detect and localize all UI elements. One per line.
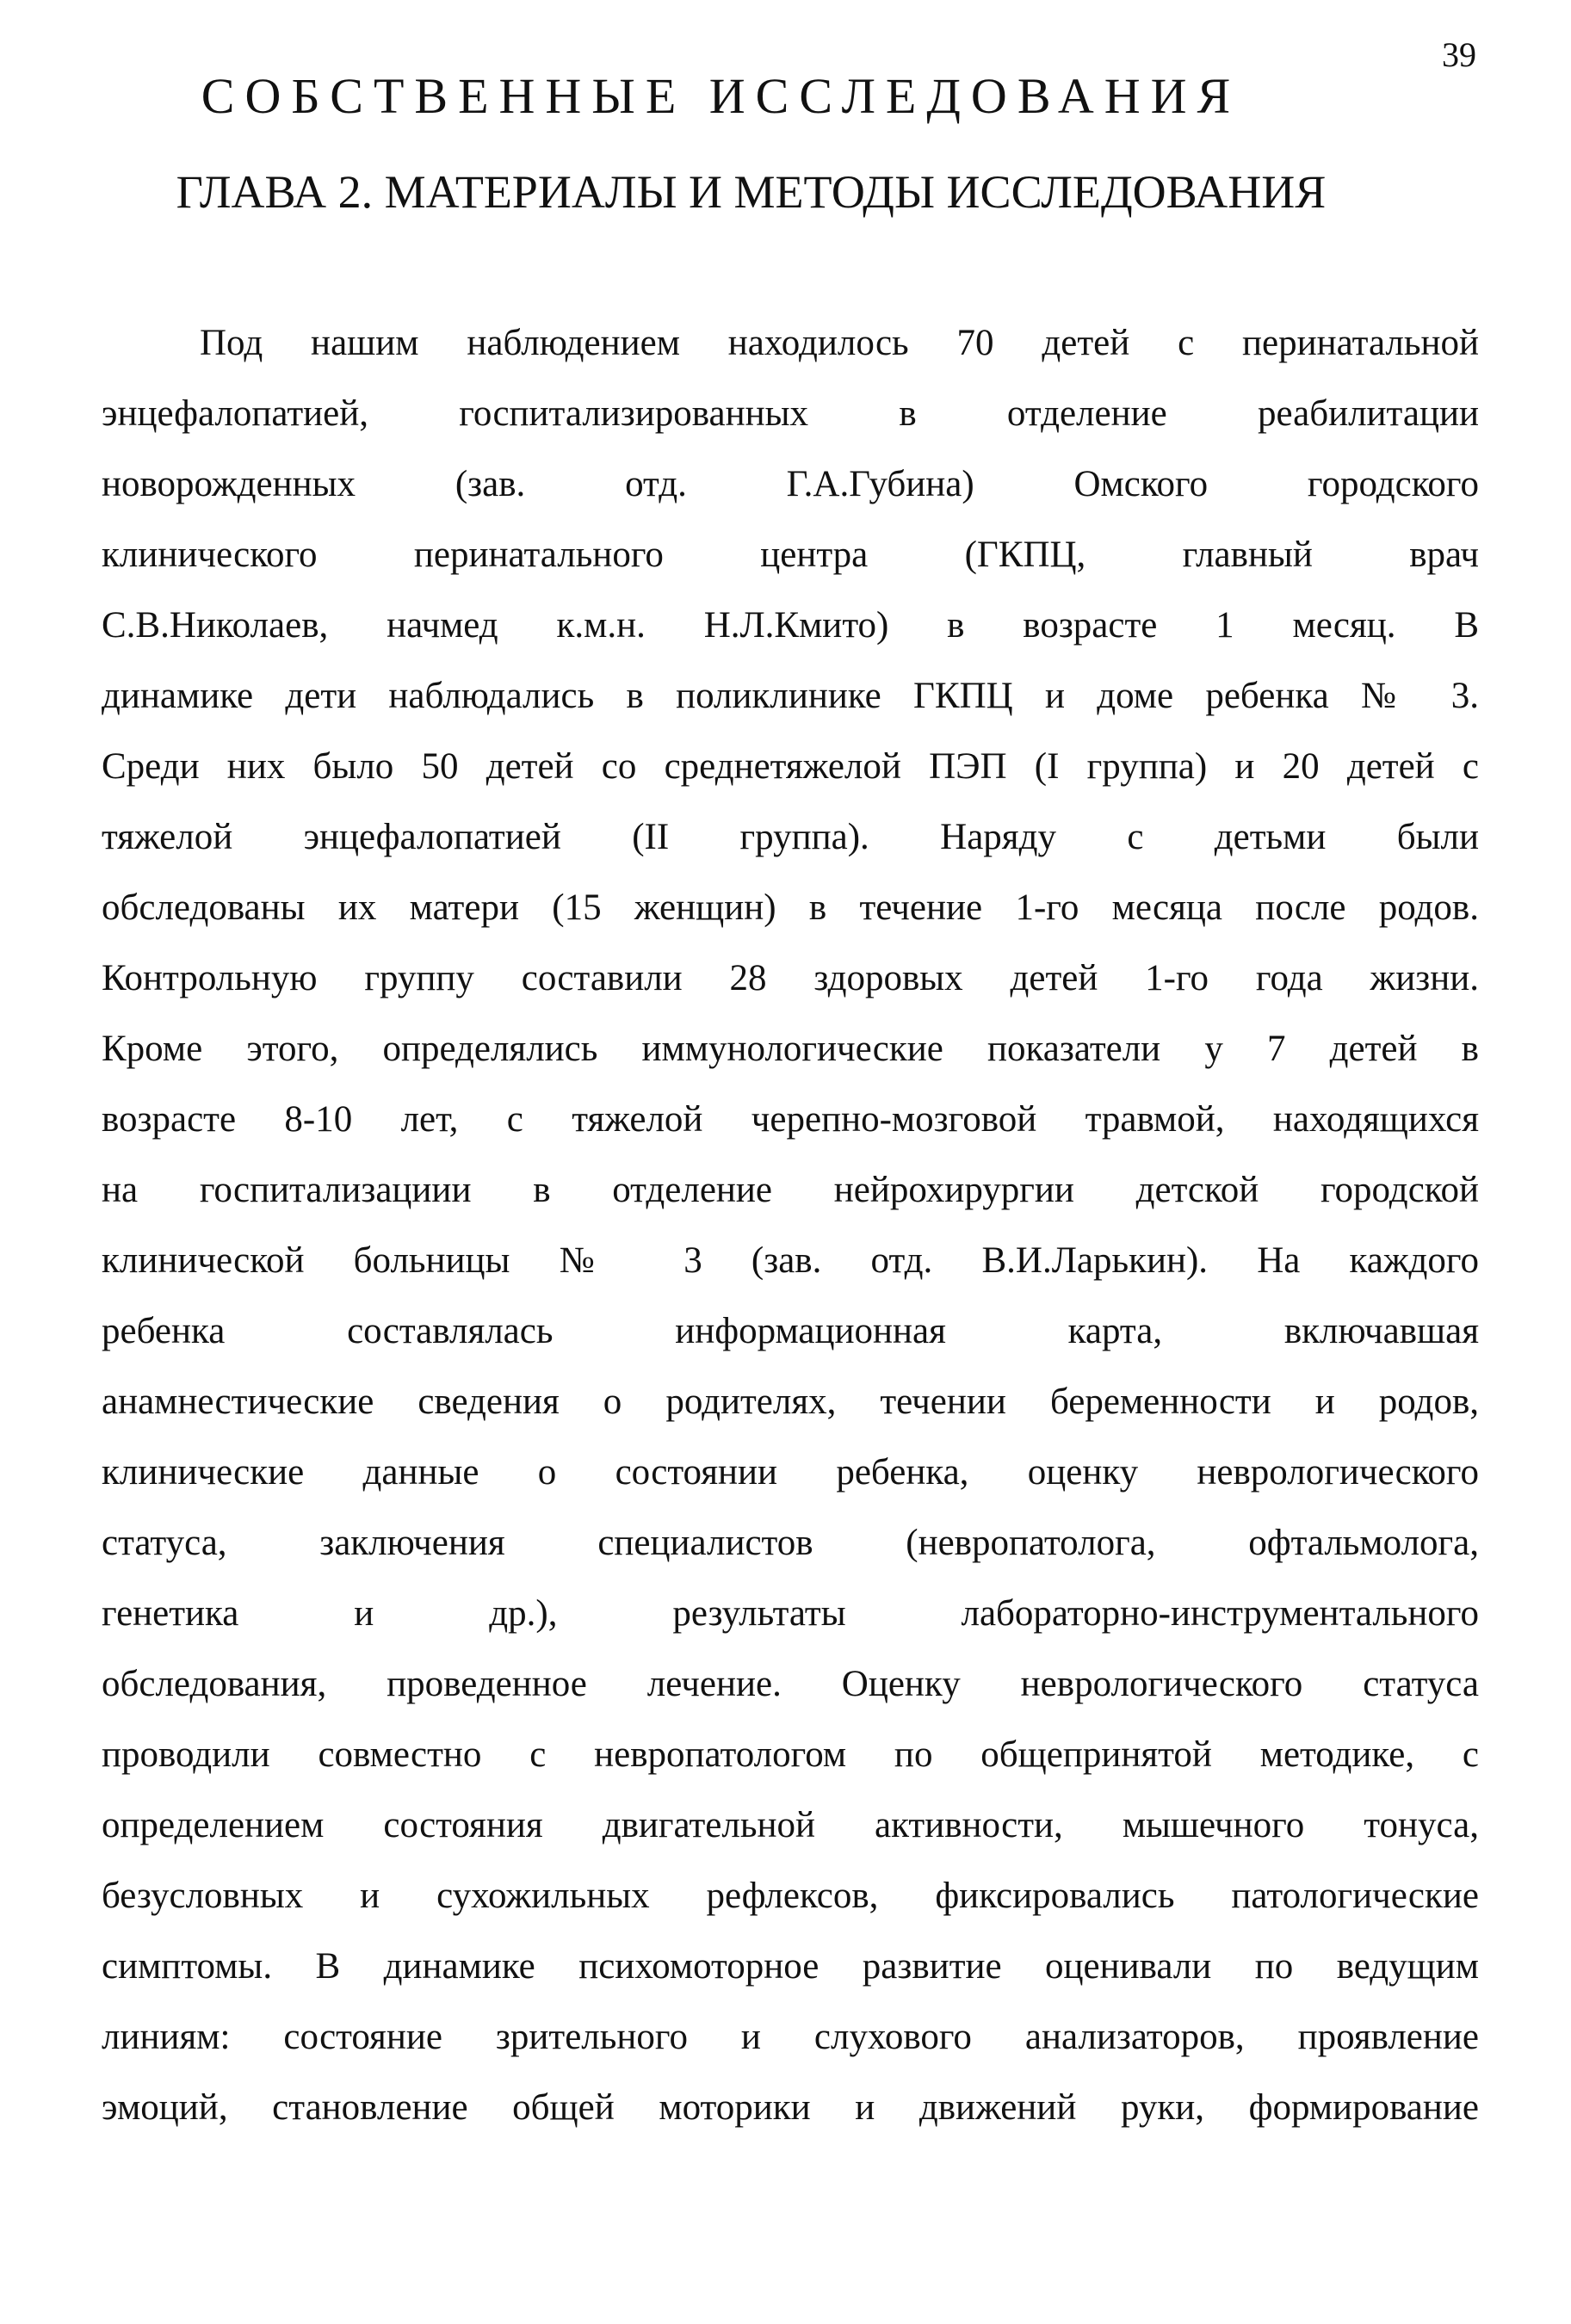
text-line: тяжелой энцефалопатией (II группа). Наряду с детьми были [102,817,1479,857]
text-line: Контрольную группу составили 28 здоровых детей 1-го года жизни. [102,958,1479,998]
text-line: эмоций, становление общей моторики и движений руки, формирование [102,2087,1479,2128]
text-line: линиям: состояние зрительного и слухового анализаторов, проявление [102,2017,1479,2057]
page-number: 39 [1442,35,1476,74]
text-line: обследования, проведенное лечение. Оценку неврологического статуса [102,1664,1479,1704]
text-line: клинической больницы № 3 (зав. отд. В.И.Ларькин). На каждого [102,1240,1479,1281]
text-line: симптомы. В динамике психомоторное развитие оценивали по ведущим [102,1946,1479,1987]
text-line: Под нашим наблюдением находилось 70 детей с перинатальной [200,323,1479,363]
body-paragraph [102,308,1479,2143]
text-line: энцефалопатией, госпитализированных в отделение реабилитации [102,393,1479,434]
text-line: С.В.Николаев, начмед к.м.н. Н.Л.Кмито) в возрасте 1 месяц. В [102,605,1479,646]
text-line: клинического перинатального центра (ГКПЦ, главный врач [102,535,1479,575]
text-line: определением состояния двигательной активности, мышечного тонуса, [102,1805,1479,1845]
text-line: обследованы их матери (15 женщин) в течение 1-го месяца после родов. [102,887,1479,928]
text-line: генетика и др.), результаты лабораторно-инструментального [102,1593,1479,1634]
text-line: проводили совместно с невропатологом по общепринятой методике, с [102,1734,1479,1775]
section-heading: СОБСТВЕННЫЕ ИССЛЕДОВАНИЯ [201,68,1241,124]
text-line: возрасте 8-10 лет, с тяжелой черепно-мозговой травмой, находящихся [102,1099,1479,1140]
text-line: новорожденных (зав. отд. Г.А.Губина) Омского городского [102,464,1479,504]
text-line: клинические данные о состоянии ребенка, оценку неврологического [102,1452,1479,1493]
text-line: Среди них было 50 детей со среднетяжелой ПЭП (I группа) и 20 детей с [102,746,1479,787]
text-line: ребенка составлялась информационная карта, включавшая [102,1311,1479,1351]
text-line: на госпитализациии в отделение нейрохирургии детской городской [102,1170,1479,1210]
text-line: Кроме этого, определялись иммунологические показатели у 7 детей в [102,1029,1479,1069]
text-line: статуса, заключения специалистов (невропатолога, офтальмолога, [102,1523,1479,1563]
text-line: безусловных и сухожильных рефлексов, фиксировались патологические [102,1876,1479,1916]
text-line: динамике дети наблюдались в поликлинике ГКПЦ и доме ребенка № 3. [102,676,1479,716]
text-line: анамнестические сведения о родителях, течении беременности и родов, [102,1381,1479,1422]
chapter-title: ГЛАВА 2. МАТЕРИАЛЫ И МЕТОДЫ ИССЛЕДОВАНИЯ [176,166,1327,218]
